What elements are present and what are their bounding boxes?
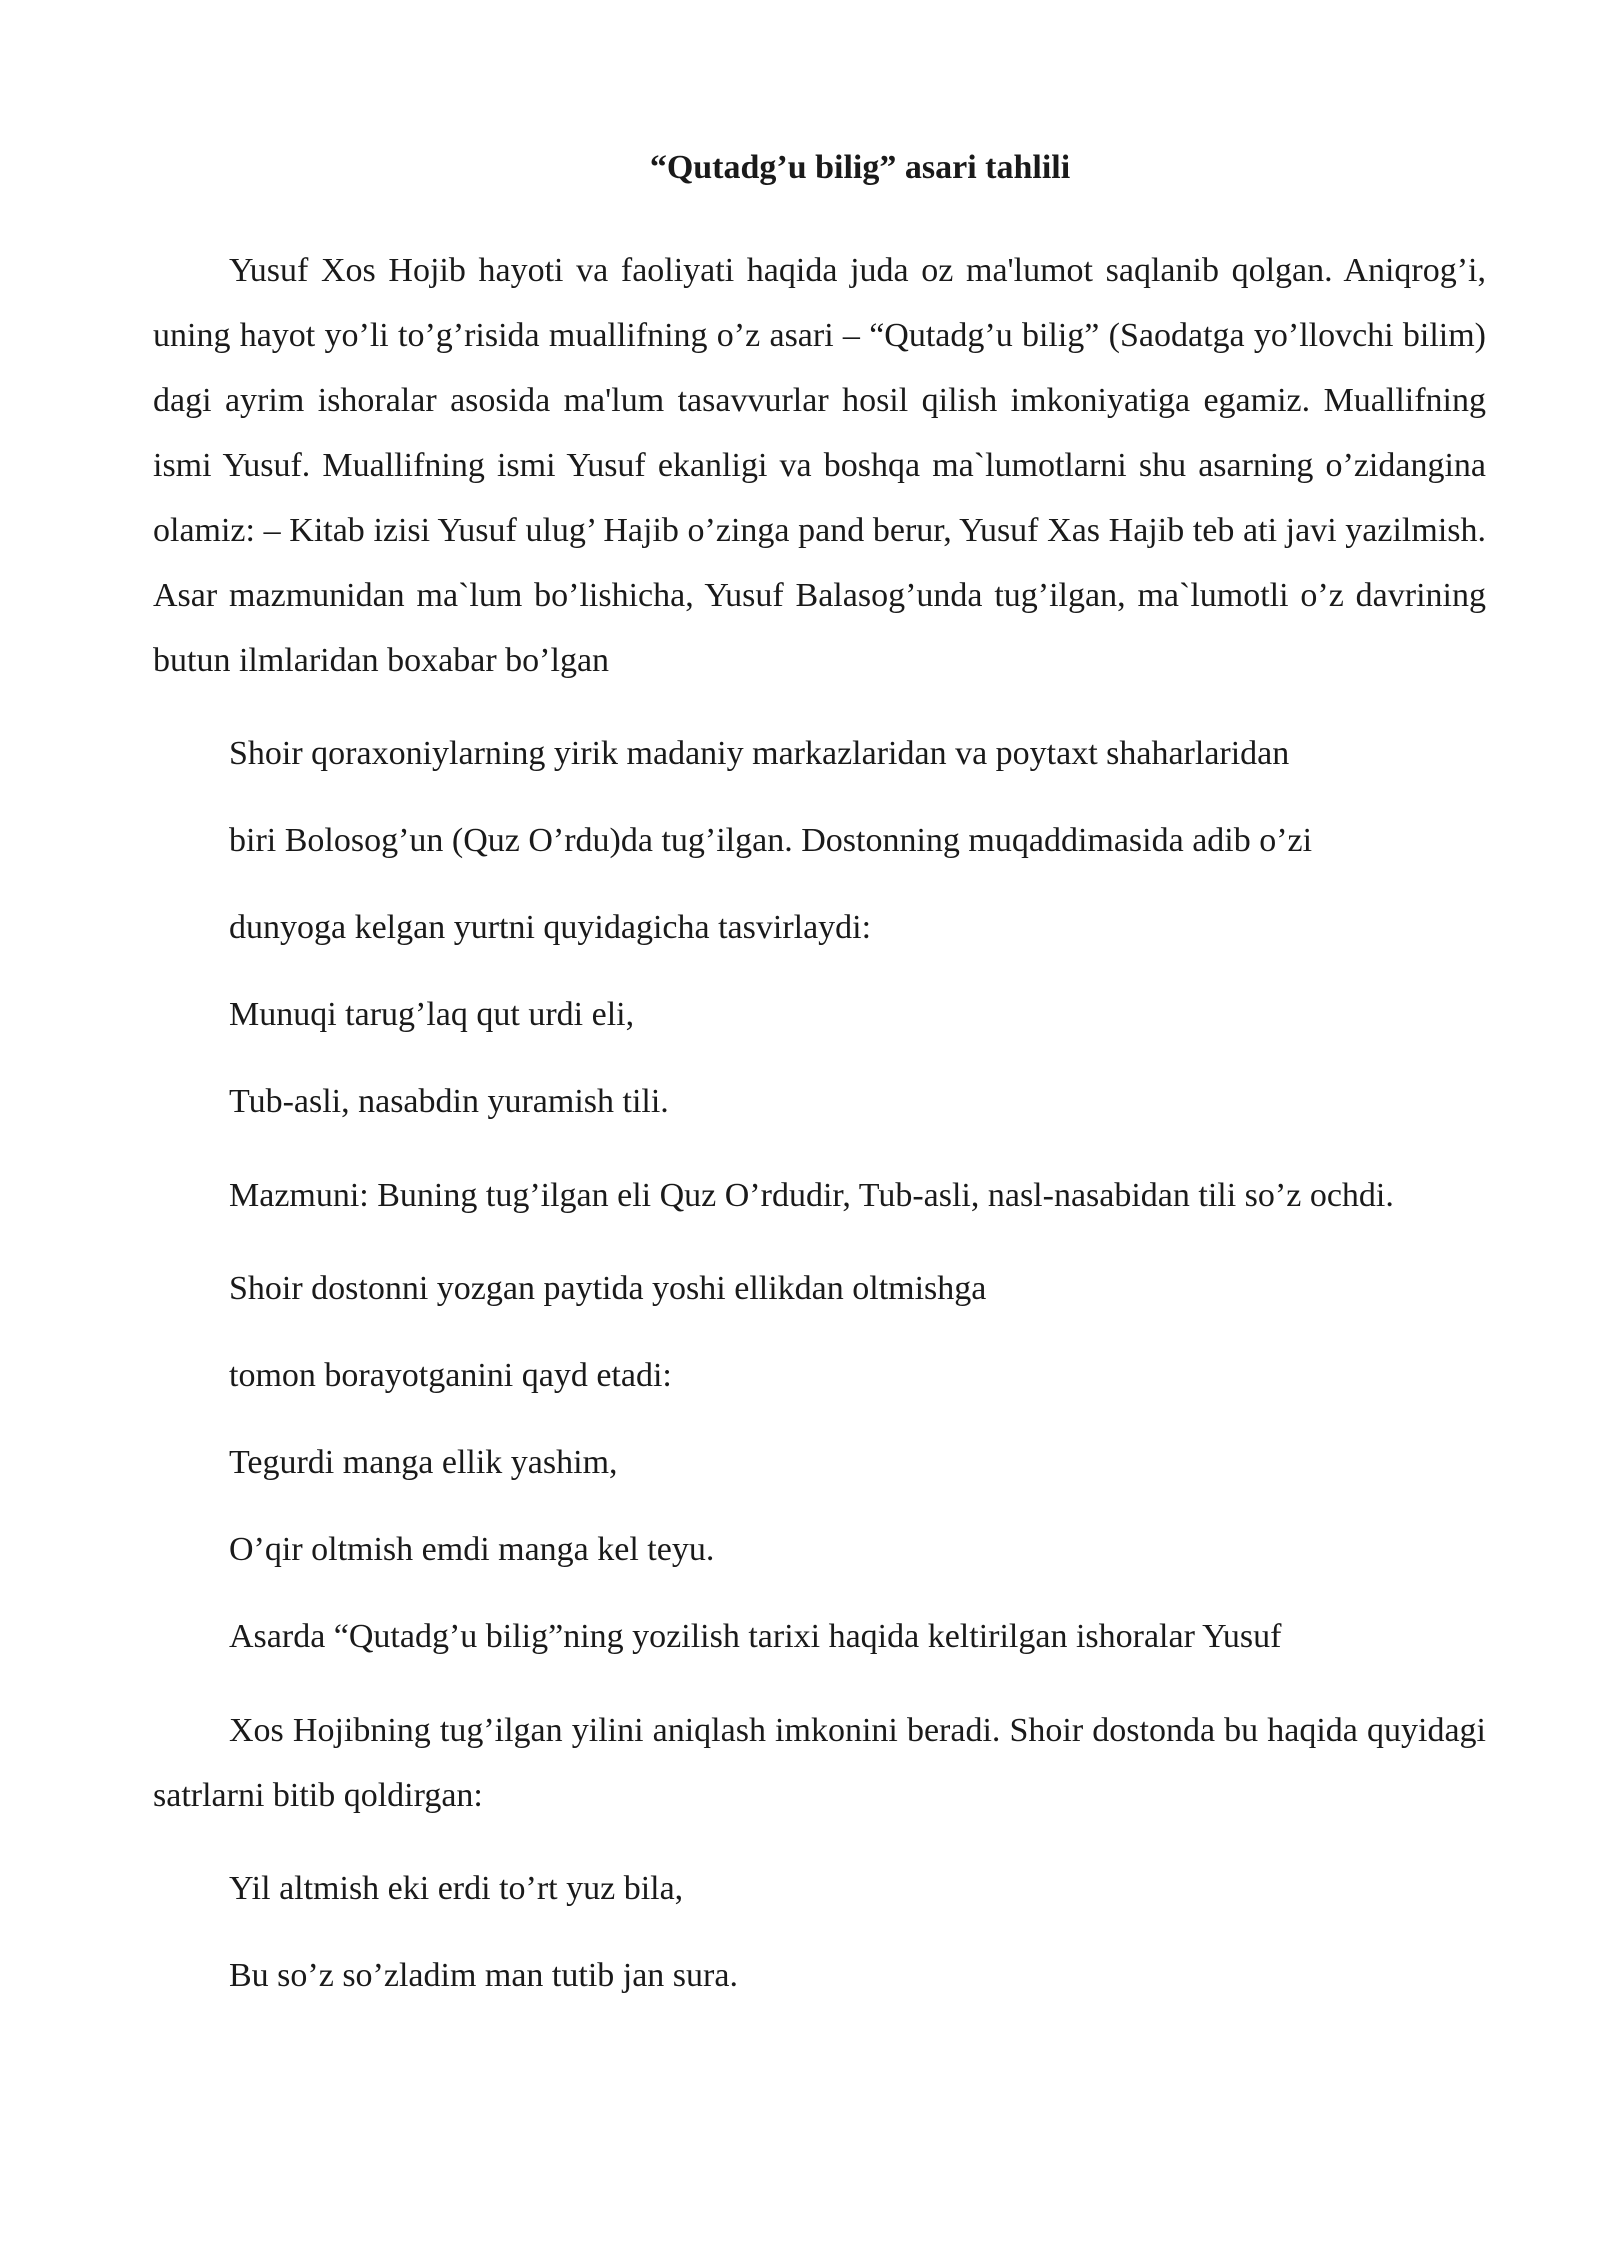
- verse-line: O’qir oltmish emdi manga kel teyu.: [229, 1531, 715, 1568]
- verse-line: Yil altmish eki erdi to’rt yuz bila,: [229, 1870, 684, 1907]
- paragraph-meaning: Mazmuni: Buning tug’ilgan eli Quz O’rdudir, Tub-asli, nasl-nasabidan tili so’z ochdi.: [229, 1177, 1394, 1214]
- text-line: Asarda “Qutadg’u bilig”ning yozilish tarixi haqida keltirilgan ishoralar Yusuf: [229, 1618, 1282, 1655]
- text-line: dunyoga kelgan yurtni quyidagicha tasvirlaydi:: [229, 909, 872, 946]
- text-line: tomon borayotganini qayd etadi:: [229, 1357, 672, 1394]
- paragraph-birth-year: Xos Hojibning tug’ilgan yilini aniqlash imkonini beradi. Shoir dostonda bu haqida quyidagi satrlarni bitib qoldirgan:: [153, 1712, 1486, 1814]
- document-title: “Qutadg’u bilig” asari tahlili: [649, 149, 1071, 186]
- text-line: biri Bolosog’un (Quz O’rdu)da tug’ilgan. Dostonning muqaddimasida adib o’zi: [229, 822, 1313, 859]
- verse-line: Munuqi tarug’laq qut urdi eli,: [229, 996, 635, 1033]
- verse-line: Tegurdi manga ellik yashim,: [229, 1444, 618, 1481]
- verse-line: Bu so’z so’zladim man tutib jan sura.: [229, 1957, 738, 1994]
- text-line: Shoir qoraxoniylarning yirik madaniy markazlaridan va poytaxt shaharlaridan: [229, 735, 1290, 772]
- verse-line: Tub-asli, nasabdin yuramish tili.: [229, 1083, 669, 1120]
- text-line: Shoir dostonni yozgan paytida yoshi ellikdan oltmishga: [229, 1270, 987, 1307]
- paragraph-intro: Yusuf Xos Hojib hayoti va faoliyati haqida juda oz ma'lumot saqlanib qolgan. Aniqrog’i, uning hayot yo’li to’g’risida muallifning o’z asari – “Qutadg’u bilig” (Saodatga yo’llovchi bilim) dagi ayrim ishoralar asosida ma'lum tasavvurlar hosil qilish imkoniyatiga egamiz. Muallifning ismi Yusuf. Muallifning ismi Yusuf ekanligi va boshqa ma`lumotlarni shu asarning o’zidangina olamiz: – Kitab izisi Yusuf ulug’ Hajib o’zinga pand berur, Yusuf Xas Hajib teb ati javi yazilmish. Asar mazmunidan ma`lum bo’lishicha, Yusuf Balasog’unda tug’ilgan, ma`lumotli o’z davrining butun ilmlaridan boxabar bo’lgan: [153, 252, 1486, 679]
- document-body: [153, 238, 1486, 1996]
